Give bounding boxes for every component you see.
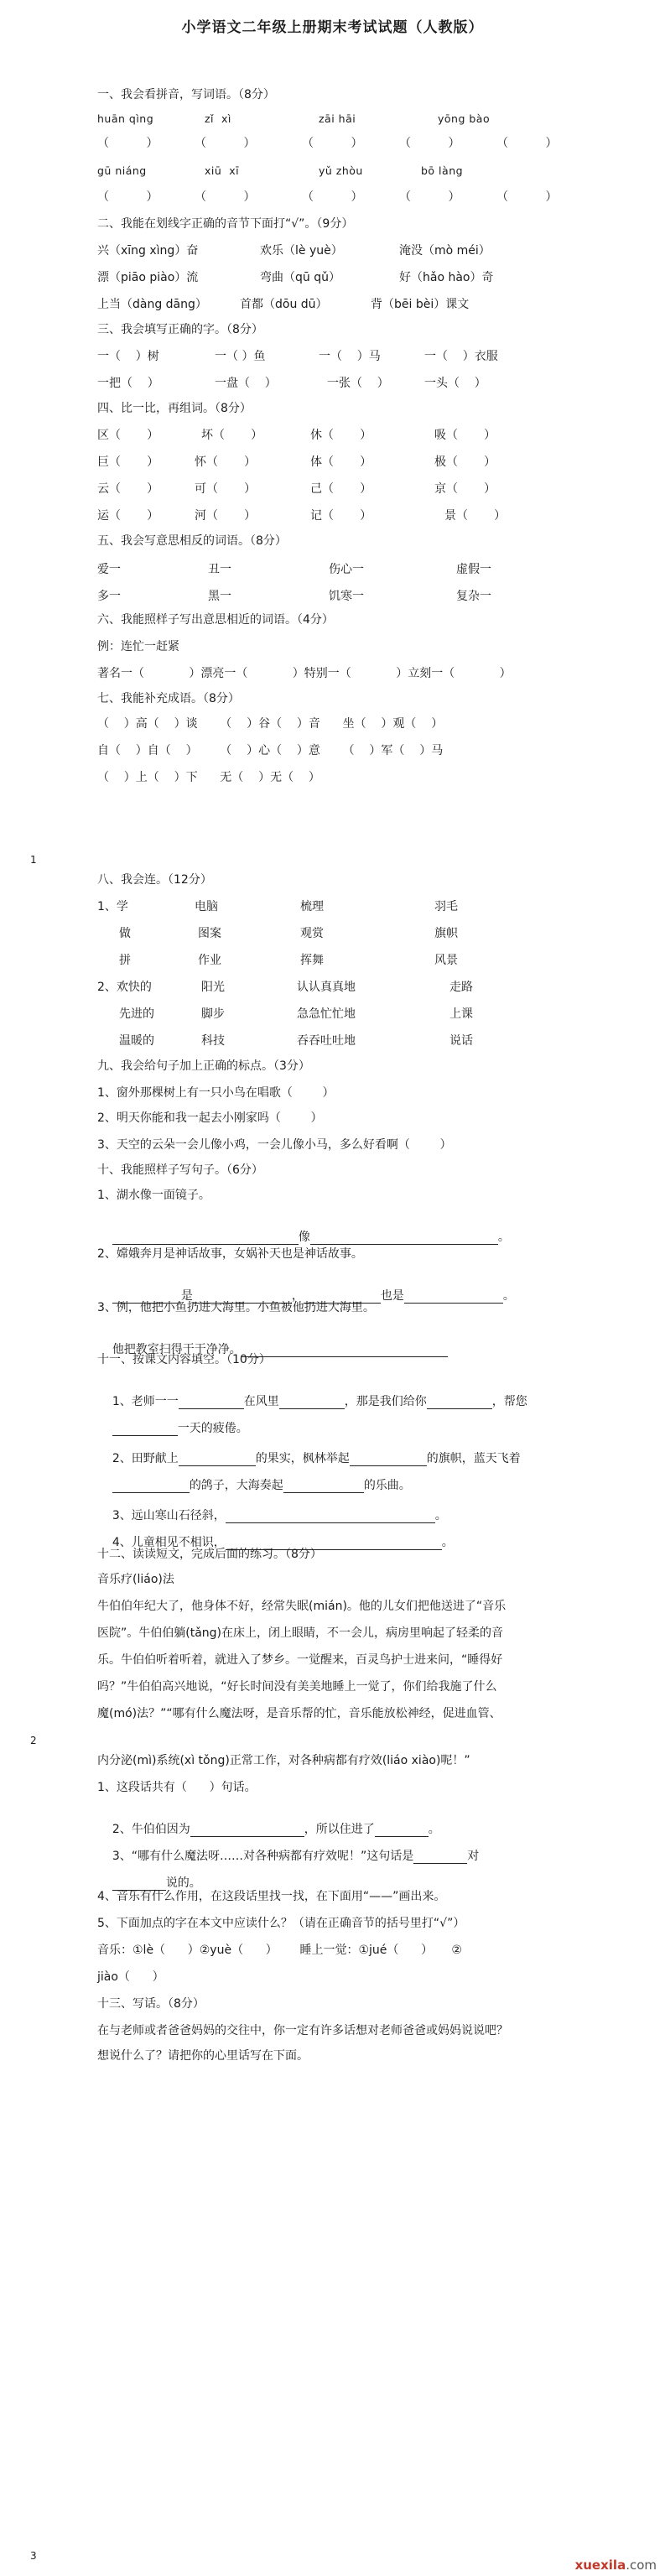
story-line: 内分泌(mì)系统(xì tǒng)正常工作，对各种病都有疗效(liáo xiào)呢！” — [97, 1754, 470, 1767]
q2-item: 兴（xīng xìng）奋 — [97, 244, 199, 258]
q2-item: 首都（dōu dū） — [240, 298, 328, 311]
q4-item: 怀（ ） — [195, 455, 257, 469]
q4-item: 体（ ） — [310, 455, 372, 469]
q4-item: 云（ ） — [97, 482, 159, 496]
q12-question: 2、牛伯伯因为 ，所以住进了 。 — [112, 1823, 440, 1836]
story-line: 牛伯伯年纪大了，他身体不好，经常失眠(mián)。他的儿女们把他送进了“音乐 — [97, 1600, 507, 1613]
answer-blank[interactable] — [283, 1481, 364, 1493]
q5-item: 丑一 — [208, 563, 231, 576]
answer-blank[interactable] — [112, 1423, 178, 1436]
q11-text: 的鸽子，大海奏起 — [189, 1479, 283, 1492]
q8-word: 认认真真地 — [297, 981, 356, 994]
q8-word: 旗帜 — [434, 927, 458, 940]
watermark-logo — [575, 2558, 657, 2573]
q6-heading: 六、我能照样子写出意思相近的词语。（4分） — [97, 613, 334, 627]
q1-heading: 一、我会看拼音，写词语。（8分） — [97, 88, 275, 101]
q11-text: 4、儿童相见不相识， — [112, 1536, 226, 1549]
q5-item: 伤心一 — [329, 563, 364, 576]
q2-item: 弯曲（qū qǔ） — [260, 271, 340, 284]
answer-blank[interactable]: （ ） — [302, 190, 363, 204]
q5-heading: 五、我会写意思相反的词语。（8分） — [97, 534, 287, 548]
q4-item: 极（ ） — [434, 455, 496, 469]
q8-word: 图案 — [198, 927, 221, 940]
q8-word: 先进的 — [119, 1007, 154, 1021]
q8-word: 拼 — [119, 954, 131, 967]
q3-item: 一（ ）马 — [319, 350, 381, 363]
answer-blank[interactable] — [413, 1851, 467, 1864]
q10-heading: 十、我能照样子写句子。（6分） — [97, 1163, 263, 1177]
q8-word: 羽毛 — [434, 900, 458, 913]
q8-heading: 八、我会连。（12分） — [97, 873, 212, 887]
story-line: 乐。牛伯伯听着听着，就进入了梦乡。一觉醒来，百灵鸟护士进来问，“睡得好 — [97, 1653, 503, 1667]
answer-blank[interactable]: （ ） — [195, 137, 256, 150]
q1-pinyin: gū niáng — [97, 164, 147, 177]
q5-item: 虚假一 — [456, 563, 491, 576]
q4-heading: 四、比一比，再组词。（8分） — [97, 402, 252, 415]
q4-item: 可（ ） — [195, 482, 257, 496]
q4-item: 休（ ） — [310, 429, 372, 442]
q13-heading: 十三、写话。（8分） — [97, 1997, 205, 2011]
q8-word: 走路 — [449, 981, 473, 994]
q8-word: 观赏 — [300, 927, 324, 940]
answer-blank[interactable] — [404, 1291, 503, 1304]
answer-blank[interactable]: （ ） — [302, 137, 363, 150]
q8-word: 温暖的 — [119, 1034, 154, 1048]
q11-text: 的果实，枫林举起 — [255, 1452, 350, 1465]
q12-text: 对 — [467, 1850, 480, 1863]
q4-item: 区（ ） — [97, 429, 159, 442]
q1-pinyin: huān qìng — [97, 112, 154, 125]
q8-word: 风景 — [434, 954, 458, 967]
q10-item: 3、例，他把小鱼扔进大海里。小鱼被他扔进大海里。 — [97, 1301, 375, 1314]
q8-word: 1、学 — [97, 900, 128, 913]
q4-item: 河（ ） — [195, 509, 257, 523]
q8-word: 梳理 — [300, 900, 324, 913]
q11-text: ，帮您 — [491, 1395, 527, 1408]
q5-item: 饥寒一 — [329, 590, 364, 603]
q12-question: jiào（ ） — [97, 1970, 164, 1984]
q3-item: 一（ ）树 — [97, 350, 159, 363]
q2-item: 漂（piāo piào）流 — [97, 271, 199, 284]
answer-blank[interactable]: （ ） — [496, 137, 558, 150]
q11-text: 在风里 — [243, 1395, 279, 1408]
q11-heading: 十一、按课文内容填空。（10分） — [97, 1353, 271, 1366]
q2-item: 好（hǎo hào）奇 — [399, 271, 494, 284]
q12-question: 5、下面加点的字在本文中应读什么？（请在正确音节的括号里打“√”） — [97, 1917, 465, 1930]
q3-heading: 三、我会填写正确的字。（8分） — [97, 323, 263, 336]
q7-row: （ ）上（ ）下 无（ ）无（ ） — [97, 771, 320, 784]
q12-question: 1、这段话共有（ ）句话。 — [97, 1781, 257, 1794]
q3-item: 一张（ ） — [327, 377, 389, 390]
answer-blank[interactable] — [112, 1481, 190, 1493]
q8-word: 挥舞 — [300, 954, 324, 967]
q12-question: 音乐：①lè（ ）②yuè（ ） 睡上一觉：①jué（ ） ② — [97, 1944, 462, 1957]
story-line: 吗？”牛伯伯高兴地说，“好长时间没有美美地睡上一觉了，你们给我施了什么 — [97, 1680, 497, 1694]
q13-line: 想说什么了？请把你的心里话写在下面。 — [97, 2049, 309, 2063]
q1-pinyin: zāi hāi — [319, 112, 356, 125]
q1-pinyin: bō làng — [421, 164, 464, 177]
q7-row: 自（ ）自（ ） （ ）心（ ）意 （ ）军（ ）马 — [97, 744, 444, 757]
q8-word: 2、欢快的 — [97, 981, 152, 994]
q10-fill-word: 是 — [180, 1289, 193, 1303]
q8-word: 脚步 — [201, 1007, 225, 1021]
q1-pinyin: xiū xī — [205, 164, 240, 177]
q12-question: 4、音乐有什么作用，在这段话里找一找，在下面用“——”画出来。 — [97, 1890, 446, 1903]
q11-text: ，那是我们给你 — [344, 1395, 427, 1408]
q11-text: 3、远山寒山石径斜， — [112, 1509, 226, 1522]
answer-blank[interactable]: （ ） — [496, 190, 558, 204]
q8-word: 作业 — [198, 954, 221, 967]
answer-blank[interactable]: （ ） — [399, 137, 460, 150]
q4-item: 记（ ） — [310, 509, 372, 523]
story-title: 音乐疗(liáo)法 — [97, 1573, 174, 1586]
q8-word: 说话 — [449, 1034, 473, 1048]
q1-pinyin: yǔ zhòu — [319, 164, 363, 177]
q8-word: 做 — [119, 927, 131, 940]
q9-item: 1、窗外那棵树上有一只小鸟在唱歌（ ） — [97, 1086, 335, 1100]
q10-item-text: 他把教室扫得干干净净。 — [112, 1343, 242, 1356]
q3-item: 一（ ）衣服 — [424, 350, 498, 363]
q2-item: 欢乐（lè yuè） — [260, 244, 343, 258]
answer-blank[interactable] — [427, 1397, 492, 1409]
q5-item: 复杂一 — [456, 590, 491, 603]
q5-item: 黑一 — [208, 590, 231, 603]
q1-pinyin: zǐ xì — [205, 112, 231, 125]
q9-heading: 九、我会给句子加上正确的标点。（3分） — [97, 1059, 310, 1073]
story-line: 医院”。牛伯伯躺(tǎng)在床上，闭上眼睛，不一会儿，病房里响起了轻柔的音 — [97, 1626, 504, 1640]
q11-item: 3、远山寒山石径斜， 。 — [112, 1509, 447, 1522]
q4-item: 坏（ ） — [201, 429, 263, 442]
q3-item: 一盘（ ） — [215, 377, 277, 390]
watermark-main: xuexila — [574, 2558, 626, 2573]
q4-item: 己（ ） — [310, 482, 372, 496]
page-number: 1 — [30, 854, 37, 866]
q12-text: ，所以住进了 — [304, 1823, 375, 1836]
q8-word: 急急忙忙地 — [297, 1007, 356, 1021]
answer-blank[interactable]: （ ） — [195, 190, 256, 204]
q11-text: 的乐曲。 — [363, 1479, 411, 1492]
q12-heading: 十二、读读短文，完成后面的练习。（8分） — [97, 1548, 322, 1561]
q2-item: 上当（dàng dāng） — [97, 298, 207, 311]
q4-item: 京（ ） — [434, 482, 496, 496]
answer-blank[interactable] — [112, 1232, 299, 1245]
q3-item: 一头（ ） — [424, 377, 486, 390]
q12-text: 2、牛伯伯因为 — [112, 1823, 190, 1836]
q4-item: 巨（ ） — [97, 455, 159, 469]
q4-item: 运（ ） — [97, 509, 159, 523]
q13-line: 在与老师或者爸爸妈妈的交往中，你一定有许多话想对老师爸爸或妈妈说说吧？ — [97, 2024, 508, 2037]
page-title: 小学语文二年级上册期末考试试题（人教版） — [181, 19, 484, 36]
q4-item: 景（ ） — [444, 509, 507, 523]
q7-row: （ ）高（ ）谈 （ ）谷（ ）音 坐（ ）观（ ） — [97, 717, 444, 731]
q9-item: 3、天空的云朵一会儿像小鸡，一会儿像小马，多么好看啊（ ） — [97, 1138, 452, 1152]
q3-item: 一（ ）鱼 — [215, 350, 266, 363]
q10-fill-word: 像 — [298, 1231, 310, 1244]
q11-text: 的旗帜，蓝天飞着 — [426, 1452, 521, 1465]
q10-answer-line[interactable]: 像 。 — [97, 1215, 510, 1260]
q11-item: 4、儿童相见不相识， 。 — [112, 1536, 454, 1549]
q1-pinyin: yōng bào — [438, 112, 491, 125]
story-line: 魔(mó)法？”“哪有什么魔法呀，是音乐帮的忙，音乐能放松神经，促进血管、 — [97, 1707, 501, 1720]
q11-text: 1、老师一一 — [112, 1395, 179, 1408]
answer-blank[interactable]: （ ） — [399, 190, 460, 204]
q2-item: 淹没（mò méi） — [399, 244, 491, 258]
q5-item: 爱一 — [97, 563, 121, 576]
q6-example: 例：连忙一赶紧 — [97, 640, 179, 653]
q10-item: 1、湖水像一面镜子。 — [97, 1189, 210, 1202]
q5-item: 多一 — [97, 590, 121, 603]
q8-word: 科技 — [201, 1034, 225, 1048]
q6-line: 著名一（ ）漂亮一（ ）特别一（ ）立刻一（ ） — [97, 667, 512, 680]
q12-text: 说的。 — [165, 1876, 201, 1890]
q12-text: 3、“哪有什么魔法呀……对各种病都有疗效呢！”这句话是 — [112, 1850, 414, 1863]
q10-answer-line[interactable]: 是 ， 也是 。 — [97, 1273, 515, 1319]
q8-word: 吞吞吐吐地 — [297, 1034, 356, 1048]
q2-heading: 二、我能在划线字正确的音节下面打“√”。（9分） — [97, 217, 354, 231]
q8-word: 电脑 — [195, 900, 218, 913]
answer-blank[interactable] — [279, 1397, 345, 1409]
page-number: 2 — [30, 1735, 37, 1746]
q3-item: 一把（ ） — [97, 377, 159, 390]
answer-blank[interactable] — [242, 1345, 448, 1357]
q2-item: 背（bēi bèi）课文 — [371, 298, 470, 311]
q8-word: 上课 — [449, 1007, 473, 1021]
q9-item: 2、明天你能和我一起去小刚家吗（ ） — [97, 1111, 323, 1125]
q8-word: 阳光 — [201, 981, 225, 994]
q11-text: 一天的疲倦。 — [177, 1422, 248, 1435]
q11-text: 2、田野献上 — [112, 1452, 179, 1465]
page-number: 3 — [30, 2550, 37, 2562]
q4-item: 吸（ ） — [434, 429, 496, 442]
q7-heading: 七、我能补充成语。（8分） — [97, 692, 240, 705]
answer-blank[interactable]: （ ） — [97, 190, 158, 204]
watermark-suffix: .com — [626, 2558, 657, 2573]
q10-item: 2、嫦娥奔月是神话故事，女娲补天也是神话故事。 — [97, 1247, 363, 1261]
answer-blank[interactable] — [310, 1232, 498, 1245]
q10-fill-word: 也是 — [380, 1289, 404, 1303]
answer-blank[interactable]: （ ） — [97, 137, 158, 150]
